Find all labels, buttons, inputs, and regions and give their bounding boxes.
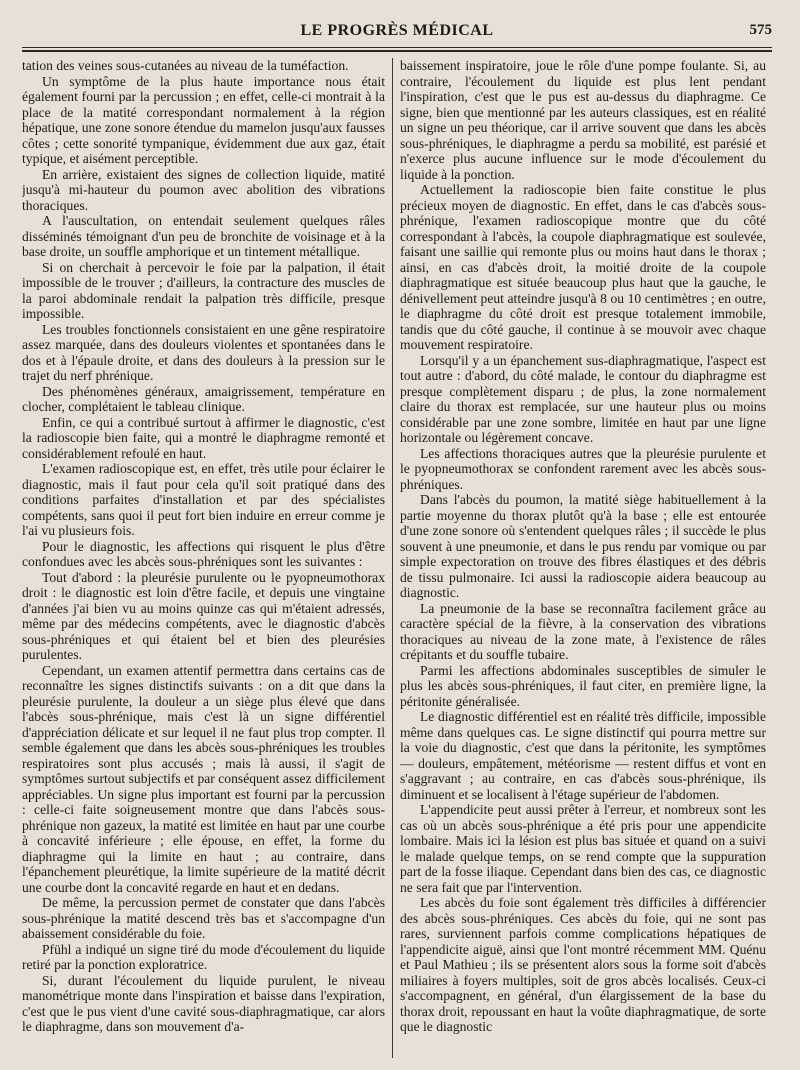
paragraph: A l'auscultation, on entendait seulement quelques râles disséminés témoignant d'un peu de bronchite de voisinage et à la base droite, un souffle amphorique et un tintement métallique. — [22, 213, 385, 259]
paragraph: Pour le diagnostic, les affections qui risquent le plus d'être confondues avec les abcès sous-phréniques sont les suivantes : — [22, 538, 385, 569]
paragraph: Un symptôme de la plus haute importance nous était également fourni par la percussion ; en effet, celle-ci montrait à la place de la matité correspondant normalement à la région hépatique, une zone sonore étendue du mamelon jusqu'aux fausses côtes ; cette sonorité tympanique, évidemment due aux gaz, était typique, et aisément perceptible. — [22, 73, 385, 166]
paragraph: Cependant, un examen attentif permettra dans certains cas de reconnaître les signes distinctifs suivants : on a dit que dans la pleurésie purulente, la douleur a un siège plus élevé que dans l'abcès sous-phrénique, mais c'est là un signe différentiel d'appréciation délicate et sur lequel il ne faut plus trop compter. Il semble également que dans les abcès sous-phréniques les troubles respiratoires sont plus accusés ; mais là aussi, il s'agit de symptômes surtout subjectifs et par conséquent assez difficilement appréciables. Un signe plus important est fourni par la percussion : celle-ci faite soigneusement montre que dans l'abcès sous-phrénique non gazeux, la matité est limitée en haut par une courbe à concavité inférieure ; elle épouse, en effet, la forme du diaphragme qui la limite en haut ; au contraire, dans l'épanchement pleurétique, la limite supérieure de la matité décrit une courbe dont la concavité regarde en haut et en dedans. — [22, 662, 385, 895]
paragraph: En arrière, existaient des signes de collection liquide, matité jusqu'à mi-hauteur du poumon avec abolition des vibrations thoraciques. — [22, 166, 385, 213]
header-rule-double — [22, 50, 772, 52]
paragraph: tation des veines sous-cutanées au niveau de la tuméfaction. — [22, 58, 349, 73]
paragraph: Les troubles fonctionnels consistaient en une gêne respiratoire assez marquée, dans des douleurs violentes et spontanées dans le dos et à l'épaule droite, et dans des douleurs à la pression sur le trajet du nerf phrénique. — [22, 321, 385, 383]
journal-title: LE PROGRÈS MÉDICAL — [300, 22, 494, 39]
paragraph: La pneumonie de la base se reconnaîtra facilement grâce au caractère spécial de la fièvre, à la conservation des vibrations thoraciques au niveau de la zone mate, à l'existence de râles crépitants et du souffle tubaire. — [400, 600, 766, 662]
paragraph: Si on cherchait à percevoir le foie par la palpation, il était impossible de le trouver ; d'ailleurs, la contracture des muscles de la paroi abdominale rendait la palpation très difficile, presque impossible. — [22, 259, 385, 321]
right-column — [400, 58, 766, 1064]
left-column — [22, 58, 385, 1064]
paragraph: De même, la percussion permet de constater que dans l'abcès sous-phrénique la matité descend très bas et s'accompagne d'un abaissement considérable du foie. — [22, 895, 385, 941]
column-divider — [392, 58, 393, 1058]
paragraph: Les affections thoraciques autres que la pleurésie purulente et le pyopneumothorax se confondent rarement avec les abcès sous-phréniques. — [400, 445, 766, 492]
paragraph: Lorsqu'il y a un épanchement sus-diaphragmatique, l'aspect est tout autre : d'abord, du côté malade, le contour du diaphragme est presque complètement disparu ; de plus, la zone normalement claire du thorax est remplacée, sur une hauteur plus ou moins considérable par une zone sombre, limitée en haut par une ligne horizontale ou légèrement concave. — [400, 352, 766, 445]
paragraph: L'appendicite peut aussi prêter à l'erreur, et nombreux sont les cas où un abcès sous-phrénique a été pris pour une appendicite lombaire. Mais ici la lésion est plus bas située et quand on a suivi le malade quelque temps, on se rend compte que la suppuration part de la fosse iliaque. Cependant dans bien des cas, ce diagnostic ne sera fait que par l'intervention. — [400, 802, 766, 895]
paragraph: Le diagnostic différentiel est en réalité très difficile, impossible même dans quelques cas. Le signe distinctif qui pourra mettre sur la voie du diagnostic, c'est que dans la péritonite, les symptômes — douleurs, empâtement, météorisme — restent diffus et vont en s'aggravant ; au contraire, en cas d'abcès sous-phrénique, ils diminuent et se localisent à l'étage supérieur de l'abdomen. — [400, 709, 766, 802]
paragraph: baissement inspiratoire, joue le rôle d'une pompe foulante. Si, au contraire, l'écoulement du liquide est plus lent pendant l'inspiration, c'est que le pus est au-dessus du diaphragme. Ce signe, bien que mentionné par les auteurs classiques, est en réalité un signe un peu théorique, car il arrive souvent que dans les abcès sous-phréniques, le diaphragme a perdu sa mobilité, est parésié et n'exerce plus aucune influence sur le mode d'écoulement du liquide à la ponction. — [400, 58, 766, 182]
paragraph: Pfühl a indiqué un signe tiré du mode d'écoulement du liquide retiré par la ponction exploratrice. — [22, 941, 385, 972]
paragraph: Actuellement la radioscopie bien faite constitue le plus précieux moyen de diagnostic. En effet, dans le cas d'abcès sous-phrénique, l'examen radioscopique montre que du côté correspondant à l'abcès, la coupole diaphragmatique est soulevée, faisant une saillie qui remonte plus ou moins haut dans le thorax ; ainsi, en cas d'abcès droit, la moitié droite de la coupole diaphragmatique est située beaucoup plus haut que la gauche, le dénivellement peut atteindre jusqu'à 8 ou 10 centimètres ; en outre, le diaphragme du côté droit est presque totalement immobile, tandis que du côté gauche, il continue à se mouvoir avec chaque mouvement respiratoire. — [400, 182, 766, 352]
paragraph: Dans l'abcès du poumon, la matité siège habituellement à la partie moyenne du thorax plutôt qu'à la base ; elle est entourée d'une zone sonore où s'entendent quelques râles ; il succède le plus souvent à une pneumonie, et dans le pus rendu par vomique ou par simple expectoration on trouve des fibres élastiques et des débris de tissu pulmonaire. Ici aussi la radioscopie aidera beaucoup au diagnostic. — [400, 492, 766, 600]
page-number: 575 — [749, 22, 772, 38]
paragraph: Si, durant l'écoulement du liquide purulent, le niveau manométrique monte dans l'inspiration et baisse dans l'expiration, c'est que le pus vient d'une cavité sous-diaphragmatique, car alors le diaphragme, dans son mouvement d'a- — [22, 972, 385, 1034]
paragraph: L'examen radioscopique est, en effet, très utile pour éclairer le diagnostic, mais il faut pour cela qu'il soit pratiqué dans des conditions parfaites d'installation et par des spécialistes compétents, sans quoi il peut fort bien induire en erreur comme je l'ai vu plusieurs fois. — [22, 461, 385, 538]
header-rule — [22, 47, 772, 48]
paragraph: Des phénomènes généraux, amaigrissement, température en clocher, complétaient le tableau clinique. — [22, 383, 385, 414]
paragraph: Tout d'abord : la pleurésie purulente ou le pyopneumothorax droit : le diagnostic est loin d'être facile, et depuis une vingtaine d'années j'ai bien vu au moins quinze cas qui m'étaient adressés, même par des médecins compétents, avec le diagnostic d'abcès sous-phréniques et qui étaient bel et bien des pleurésies purulentes. — [22, 569, 385, 662]
paragraph: Enfin, ce qui a contribué surtout à affirmer le diagnostic, c'est la radioscopie bien faite, qui a montré le diaphragme remonté et considérablement refoulé en haut. — [22, 414, 385, 461]
paragraph: Les abcès du foie sont également très difficiles à différencier des abcès sous-phréniques. Ces abcès du foie, qui ne sont pas rares, surviennent parfois comme complications hépatiques de l'appendicite aiguë, ainsi que l'ont montré récemment MM. Quénu et Paul Mathieu ; ils se présentent alors sous la forme soit d'abcès miliaires à foyers multiples, soit de gros abcès localisés. Ceux-ci s'accompagnent, en général, d'un élargissement de la base du thorax droit, repoussant en haut la voûte diaphragmatique, de sorte que le diagnostic — [400, 895, 766, 1034]
page-header — [22, 22, 772, 44]
paragraph: Parmi les affections abdominales susceptibles de simuler le plus les abcès sous-phréniques, il faut citer, en première ligne, la péritonite généralisée. — [400, 662, 766, 709]
